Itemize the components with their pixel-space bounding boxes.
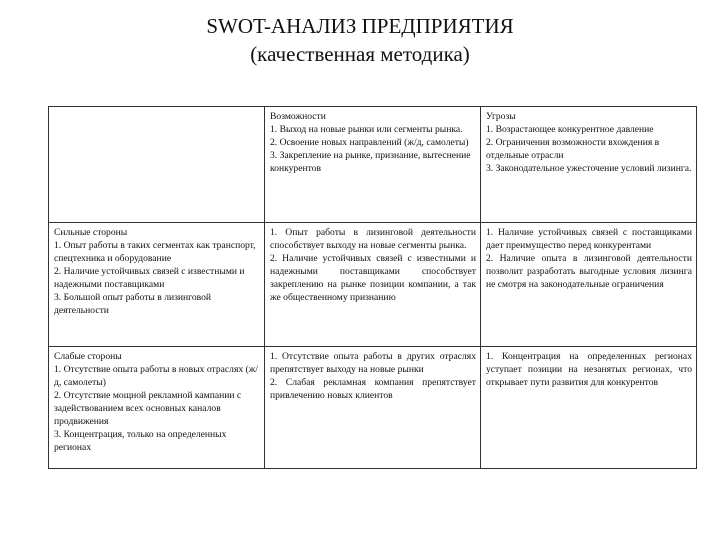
- strengths-heading: Сильные стороны: [54, 227, 128, 238]
- st-strategy-cell: [481, 223, 697, 347]
- opportunity-item: 2. Освоение новых направлений (ж/д, самолеты): [270, 137, 469, 148]
- wo-strategy-cell: [265, 347, 481, 469]
- swot-table: [48, 106, 697, 469]
- opportunities-cell: [265, 107, 481, 223]
- page-title: [0, 12, 720, 68]
- so-item: 2. Наличие устойчивых связей с известными и надежными поставщиками способствует закреплению на рынке позиции компании, а так же общественному признанию: [270, 253, 476, 303]
- threat-item: 3. Законодательное ужесточение условий лизинга.: [486, 163, 692, 174]
- threats-heading: Угрозы: [486, 111, 516, 122]
- st-item: 1. Наличие устойчивых связей с поставщиками дает преимущество перед конкурентами: [486, 227, 692, 251]
- strengths-cell: [49, 223, 265, 347]
- so-strategy-cell: [265, 223, 481, 347]
- corner-cell: [49, 107, 265, 223]
- threats-cell: [481, 107, 697, 223]
- strength-item: 3. Большой опыт работы в лизинговой деятельности: [54, 292, 212, 316]
- weakness-item: 1. Отсутствие опыта работы в новых отраслях (ж/д, самолеты): [54, 364, 259, 388]
- st-item: 2. Наличие опыта в лизинговой деятельности позволит разработать выгодные условия лизинга не смотря на законодательные ограничения: [486, 253, 692, 290]
- weakness-item: 3. Концентрация, только на определенных регионах: [54, 429, 227, 453]
- wo-item: 2. Слабая рекламная компания препятствует привлечению новых клиентов: [270, 377, 476, 401]
- wt-item: 1. Концентрация на определенных регионах уступает позиции на незанятых регионах, что открывает пути развития для конкурентов: [486, 351, 692, 388]
- weakness-item: 2. Отсутствие мощной рекламной кампании с задействованием всех основных каналов продвижения: [54, 390, 242, 427]
- opportunities-heading: Возможности: [270, 111, 326, 122]
- threat-item: 1. Возрастающее конкурентное давление: [486, 124, 654, 135]
- weaknesses-cell: [49, 347, 265, 469]
- weaknesses-row: [49, 347, 697, 469]
- title-line-1: SWOT-АНАЛИЗ ПРЕДПРИЯТИЯ: [206, 14, 514, 38]
- opportunity-item: 1. Выход на новые рынки или сегменты рынка.: [270, 124, 463, 135]
- threat-item: 2. Ограничения возможности вхождения в отдельные отрасли: [486, 137, 660, 161]
- wo-item: 1. Отсутствие опыта работы в других отраслях препятствует выходу на новые рынки: [270, 351, 476, 375]
- header-row: [49, 107, 697, 223]
- weaknesses-heading: Слабые стороны: [54, 351, 122, 362]
- so-item: 1. Опыт работы в лизинговой деятельности способствует выходу на новые сегменты рынка.: [270, 227, 476, 251]
- wt-strategy-cell: [481, 347, 697, 469]
- opportunity-item: 3. Закрепление на рынке, признание, вытеснение конкурентов: [270, 150, 471, 174]
- strength-item: 1. Опыт работы в таких сегментах как транспорт, спецтехника и оборудование: [54, 240, 256, 264]
- strengths-row: [49, 223, 697, 347]
- title-line-2: (качественная методика): [250, 42, 470, 66]
- strength-item: 2. Наличие устойчивых связей с известными и надежными поставщиками: [54, 266, 245, 290]
